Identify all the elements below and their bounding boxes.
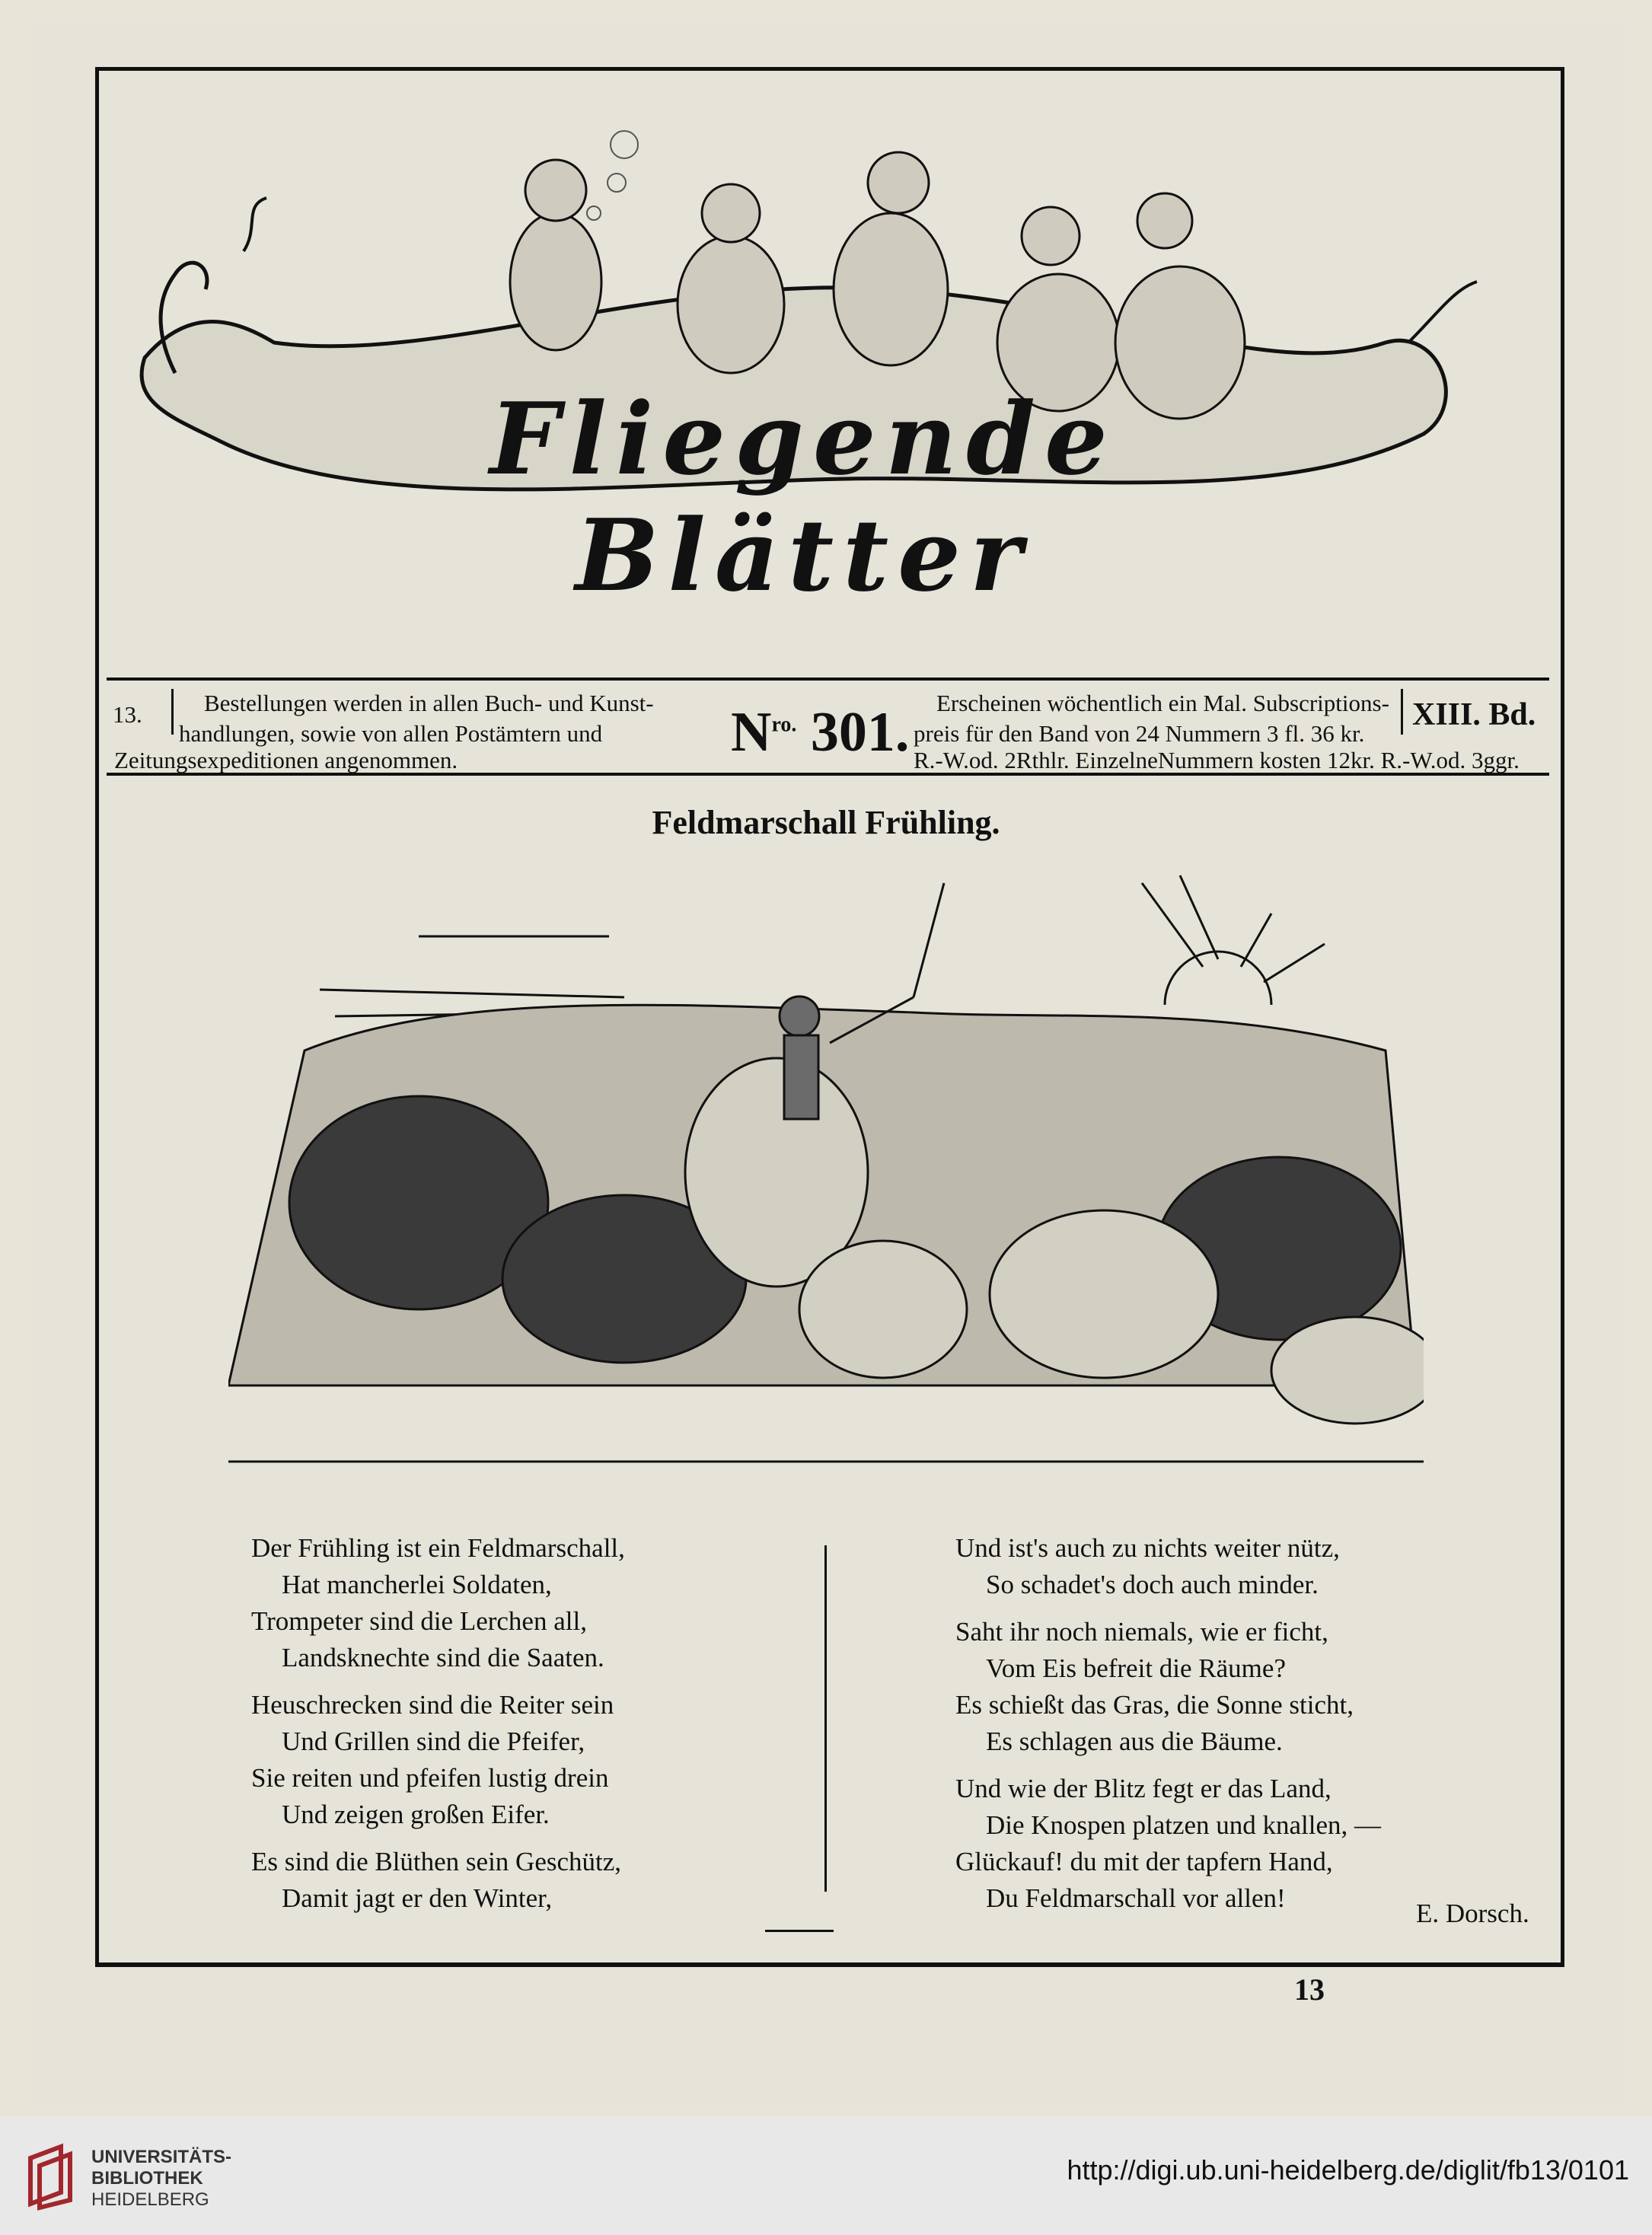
stanza-right-2 — [955, 1614, 1381, 1760]
poem-end-rule — [765, 1930, 834, 1932]
source-url-link[interactable]: http://digi.ub.uni-heidelberg.de/diglit/fb13/0101 — [1067, 2154, 1629, 2186]
stanza-left-1 — [251, 1530, 625, 1676]
page-bottom-rule — [95, 1964, 1564, 1967]
verse-line: Glückauf! du mit der tapfern Hand, — [955, 1847, 1333, 1876]
verse-line: Es schießt das Gras, die Sonne sticht, — [955, 1690, 1354, 1720]
header-right-divider — [1401, 689, 1403, 735]
verse-line: Landsknechte sind die Saaten. — [282, 1643, 604, 1672]
verse-line: Hat mancherlei Soldaten, — [282, 1570, 552, 1599]
verse-line: Und Grillen sind die Pfeifer, — [282, 1726, 585, 1756]
poem-right-column — [955, 1530, 1381, 1917]
poem-left-column — [251, 1530, 625, 1917]
volume-label: XIII. Bd. — [1412, 697, 1536, 732]
subscription-line3: R.-W.od. 2Rthlr. EinzelneNummern kosten 12kr. R.-W.od. 3ggr. — [914, 747, 1520, 773]
verse-line: Saht ihr noch niemals, wie er ficht, — [955, 1617, 1328, 1647]
verse-line: Vom Eis befreit die Räume? — [986, 1653, 1286, 1683]
column-divider — [824, 1545, 827, 1892]
verse-line: Und ist's auch zu nichts weiter nütz, — [955, 1533, 1340, 1563]
library-name — [91, 2147, 231, 2211]
verse-line: Der Frühling ist ein Feldmarschall, — [251, 1533, 625, 1563]
subscription-line1: Erscheinen wöchentlich ein Mal. Subscriptions- — [936, 690, 1389, 716]
feldmarschall-illustration — [228, 853, 1424, 1477]
issue-value: 301. — [810, 701, 910, 764]
verse-line: Sie reiten und pfeifen lustig drein — [251, 1763, 609, 1793]
stanza-right-3 — [955, 1771, 1381, 1917]
verse-line: Es schlagen aus die Bäume. — [986, 1726, 1283, 1756]
order-info-line1: Bestellungen werden in allen Buch- und Kunst- — [204, 690, 654, 716]
issue-prefix: N — [731, 701, 772, 764]
issue-number-left: 13. — [113, 701, 142, 728]
order-info-line3: Zeitungsexpeditionen angenommen. — [114, 747, 458, 773]
verse-line: So schadet's doch auch minder. — [986, 1570, 1319, 1599]
page-number: 13 — [1294, 1972, 1325, 2007]
library-name-line: UNIVERSITÄTS- — [91, 2147, 232, 2167]
header-top-rule — [107, 678, 1549, 681]
poem-title: Feldmarschall Frühling. — [652, 804, 1000, 841]
verse-line: Trompeter sind die Lerchen all, — [251, 1606, 587, 1636]
verse-line: Damit jagt er den Winter, — [282, 1883, 553, 1913]
verse-line: Die Knospen platzen und knallen, — — [986, 1810, 1382, 1840]
verse-line: Es sind die Blüthen sein Geschütz, — [251, 1847, 622, 1876]
library-name-line: HEIDELBERG — [91, 2189, 209, 2210]
order-info-line2: handlungen, sowie von allen Postämtern und — [179, 720, 603, 747]
stanza-left-3 — [251, 1844, 625, 1917]
masthead-title: Fliegende Blätter — [490, 381, 1117, 614]
subscription-line2: preis für den Band von 24 Nummern 3 fl. 36 kr. — [914, 720, 1365, 747]
verse-line: Und zeigen großen Eifer. — [282, 1800, 550, 1829]
issue-number — [731, 700, 909, 765]
library-name-line: BIBLIOTHEK — [91, 2168, 203, 2189]
verse-line: Heuschrecken sind die Reiter sein — [251, 1690, 614, 1720]
stanza-right-1 — [955, 1530, 1381, 1603]
stanza-left-2 — [251, 1687, 625, 1833]
verse-line: Und wie der Blitz fegt er das Land, — [955, 1774, 1331, 1803]
header-left-divider — [171, 689, 174, 735]
verse-line: Du Feldmarschall vor allen! — [986, 1883, 1286, 1913]
poem-author: E. Dorsch. — [1416, 1899, 1529, 1928]
library-logo-icon — [23, 2143, 76, 2211]
issue-prefix-sup: ro. — [771, 713, 797, 737]
